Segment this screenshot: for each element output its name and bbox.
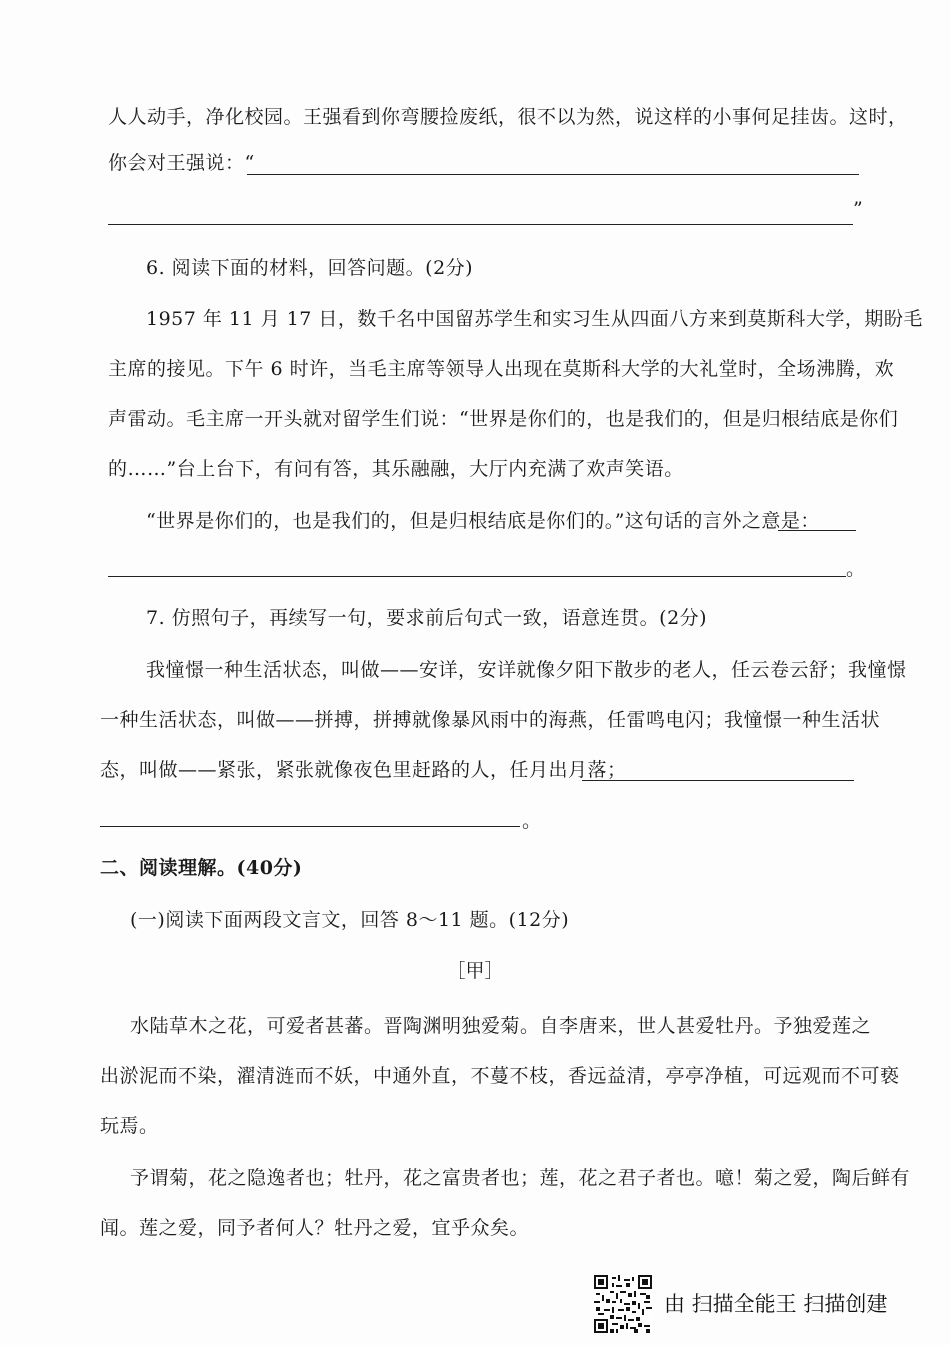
q6-answer-blank-2[interactable] — [108, 576, 846, 577]
classical-text-line-4: 予谓菊，花之隐逸者也；牡丹，花之富贵者也；莲，花之君子者也。噫！菊之爱，陶后鲜有 — [130, 1167, 911, 1189]
q5-answer-blank-2[interactable] — [108, 224, 853, 225]
q5-line-2 — [108, 150, 255, 176]
q6-paragraph-line-1: 1957 年 11 月 17 日，数千名中国留苏学生和实习生从四面八方来到莫斯科大学，期盼毛 — [146, 308, 923, 330]
q6-end-mark: 。 — [846, 558, 866, 580]
scanner-watermark-text: 由 扫描全能王 扫描创建 — [664, 1292, 888, 1316]
q6-question: “世界是你们的，也是我们的，但是归根结底是你们的。”这句话的言外之意是： — [146, 510, 820, 532]
classical-text-line-1: 水陆草木之花，可爱者甚蕃。晋陶渊明独爱菊。自李唐来，世人甚爱牡丹。予独爱莲之 — [130, 1015, 872, 1037]
classical-text-line-3: 玩焉。 — [100, 1115, 159, 1137]
q7-paragraph-line-2: 一种生活状态，叫做——拼搏，拼搏就像暴风雨中的海燕，任雷鸣电闪；我憧憬一种生活状 — [100, 709, 881, 731]
section-2-sub-heading: (一)阅读下面两段文言文，回答 8～11 题。(12分) — [130, 909, 570, 931]
q5-prompt: 你会对王强说：“ — [108, 152, 255, 174]
classical-text-line-5: 闻。莲之爱，同予者何人？牡丹之爱，宜乎众矣。 — [100, 1217, 530, 1239]
q7-answer-blank-2[interactable] — [100, 826, 520, 827]
q5-answer-blank-1[interactable] — [247, 174, 859, 175]
qr-code-icon — [594, 1275, 652, 1333]
q7-answer-blank-1[interactable] — [582, 780, 854, 781]
q5-line-1: 人人动手，净化校园。王强看到你弯腰捡废纸，很不以为然，说这样的小事何足挂齿。这时， — [108, 106, 908, 128]
q7-paragraph-line-3: 态，叫做——紧张，紧张就像夜色里赶路的人，任月出月落； — [100, 759, 627, 781]
q7-paragraph-line-1: 我憧憬一种生活状态，叫做——安详，安详就像夕阳下散步的老人，任云卷云舒；我憧憬 — [146, 659, 907, 681]
q6-answer-blank-1[interactable] — [778, 530, 856, 531]
q6-paragraph-line-2: 主席的接见。下午 6 时许，当毛主席等领导人出现在莫斯科大学的大礼堂时，全场沸腾，欢 — [108, 358, 895, 380]
q7-heading: 7. 仿照句子，再续写一句，要求前后句式一致，语意连贯。(2分) — [146, 607, 708, 629]
q7-end-mark: 。 — [522, 810, 542, 832]
section-2-heading: 二、阅读理解。(40分) — [100, 857, 303, 879]
q6-heading: 6. 阅读下面的材料，回答问题。(2分) — [146, 257, 474, 279]
classical-text-line-2: 出淤泥而不染，濯清涟而不妖，中通外直，不蔓不枝，香远益清，亭亭净植，可远观而不可亵 — [100, 1065, 900, 1087]
jia-title: ［甲］ — [446, 960, 504, 982]
q5-closing-quote: ” — [853, 198, 864, 220]
q6-paragraph-line-3: 声雷动。毛主席一开头就对留学生们说：“世界是你们的，也是我们的，但是归根结底是你们 — [108, 408, 899, 430]
q6-paragraph-line-4: 的……”台上台下，有问有答，其乐融融，大厅内充满了欢声笑语。 — [108, 458, 684, 480]
